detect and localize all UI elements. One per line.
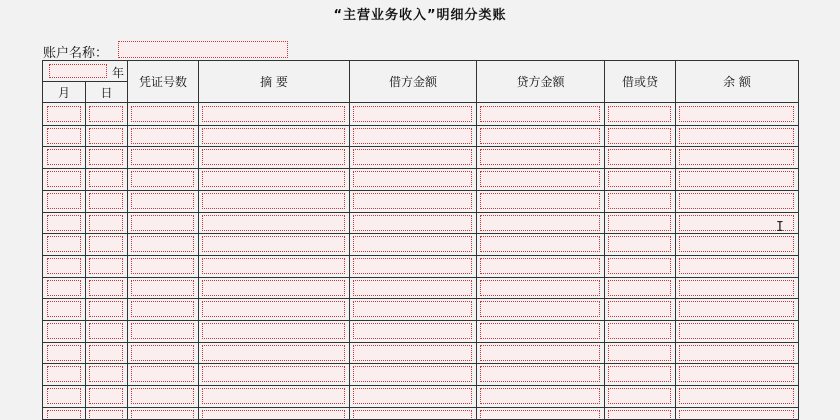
voucher-number-header: 凭证号数 <box>138 75 187 89</box>
debit-or-credit-header: 借或贷 <box>621 75 658 89</box>
ledger-cell-input[interactable] <box>608 193 671 209</box>
ledger-cell-input[interactable] <box>89 345 123 361</box>
header-bottom-border <box>43 102 798 103</box>
ledger-cell-input[interactable] <box>131 258 194 274</box>
ledger-cell-input[interactable] <box>353 410 472 420</box>
ledger-cell-input[interactable] <box>89 280 123 296</box>
ledger-cell-input[interactable] <box>353 236 472 252</box>
ledger-cell-input[interactable] <box>353 258 472 274</box>
ledger-cell-input[interactable] <box>679 410 794 420</box>
ledger-cell-input[interactable] <box>608 345 671 361</box>
column-divider <box>349 61 350 419</box>
ledger-cell-input[interactable] <box>679 366 794 382</box>
ledger-cell-input[interactable] <box>47 410 81 420</box>
ledger-cell-input[interactable] <box>202 323 345 339</box>
ledger-cell-input[interactable] <box>480 215 600 231</box>
ledger-cell-input[interactable] <box>480 323 600 339</box>
row-divider <box>43 385 798 386</box>
ledger-cell-input[interactable] <box>608 323 671 339</box>
ledger-cell-input[interactable] <box>131 128 194 144</box>
ledger-cell-input[interactable] <box>679 171 794 187</box>
column-divider <box>85 81 86 419</box>
ledger-cell-input[interactable] <box>608 106 671 122</box>
ledger-cell-input[interactable] <box>353 323 472 339</box>
column-divider <box>476 61 477 419</box>
ledger-cell-input[interactable] <box>353 149 472 165</box>
ledger-cell-input[interactable] <box>47 149 81 165</box>
ledger-cell-input[interactable] <box>89 215 123 231</box>
ledger-cell-input[interactable] <box>89 258 123 274</box>
ledger-cell-input[interactable] <box>131 345 194 361</box>
ledger-cell-input[interactable] <box>480 258 600 274</box>
ledger-cell-input[interactable] <box>679 301 794 317</box>
ledger-cell-input[interactable] <box>47 366 81 382</box>
row-divider <box>43 407 798 408</box>
ledger-cell-input[interactable] <box>353 215 472 231</box>
ledger-cell-input[interactable] <box>480 128 600 144</box>
ledger-cell-input[interactable] <box>202 236 345 252</box>
ledger-cell-input[interactable] <box>608 410 671 420</box>
ledger-cell-input[interactable] <box>679 258 794 274</box>
row-divider <box>43 363 798 364</box>
ledger-cell-input[interactable] <box>608 301 671 317</box>
ledger-cell-input[interactable] <box>131 410 194 420</box>
row-divider <box>43 146 798 147</box>
ledger-cell-input[interactable] <box>353 193 472 209</box>
ledger-cell-input[interactable] <box>47 301 81 317</box>
ledger-cell-input[interactable] <box>202 106 345 122</box>
row-divider <box>43 277 798 278</box>
ledger-cell-input[interactable] <box>202 366 345 382</box>
ledger-cell-input[interactable] <box>89 106 123 122</box>
ledger-cell-input[interactable] <box>679 149 794 165</box>
ledger-cell-input[interactable] <box>89 366 123 382</box>
ledger-cell-input[interactable] <box>47 193 81 209</box>
ledger-cell-input[interactable] <box>47 215 81 231</box>
ledger-cell-input[interactable] <box>47 106 81 122</box>
ledger-cell-input[interactable] <box>202 128 345 144</box>
ledger-cell-input[interactable] <box>202 410 345 420</box>
ledger-cell-input[interactable] <box>353 171 472 187</box>
ledger-cell-input[interactable] <box>89 388 123 404</box>
ledger-cell-input[interactable] <box>131 193 194 209</box>
ledger-cell-input[interactable] <box>353 366 472 382</box>
ledger-cell-input[interactable] <box>480 193 600 209</box>
ledger-cell-input[interactable] <box>353 301 472 317</box>
ledger-cell-input[interactable] <box>202 280 345 296</box>
ledger-cell-input[interactable] <box>47 236 81 252</box>
year-label: 年 <box>111 65 124 80</box>
ledger-cell-input[interactable] <box>353 345 472 361</box>
ledger-cell-input[interactable] <box>131 388 194 404</box>
ledger-cell-input[interactable] <box>47 128 81 144</box>
ledger-cell-input[interactable] <box>353 388 472 404</box>
ledger-cell-input[interactable] <box>202 171 345 187</box>
ledger-cell-input[interactable] <box>89 236 123 252</box>
ledger-cell-input[interactable] <box>131 106 194 122</box>
ledger-cell-input[interactable] <box>480 345 600 361</box>
ledger-cell-input[interactable] <box>131 366 194 382</box>
ledger-cell-input[interactable] <box>202 388 345 404</box>
column-divider <box>675 61 676 419</box>
ledger-cell-input[interactable] <box>89 193 123 209</box>
ledger-cell-input[interactable] <box>202 301 345 317</box>
ledger-cell-input[interactable] <box>679 280 794 296</box>
row-divider <box>43 190 798 191</box>
credit-amount-header: 贷方金额 <box>516 75 565 89</box>
day-label: 日 <box>100 85 113 100</box>
ledger-cell-input[interactable] <box>131 280 194 296</box>
row-divider <box>43 233 798 234</box>
column-divider <box>604 61 605 419</box>
ledger-cell-input[interactable] <box>47 258 81 274</box>
ledger-cell-input[interactable] <box>608 236 671 252</box>
ledger-cell-input[interactable] <box>131 301 194 317</box>
ledger-cell-input[interactable] <box>679 236 794 252</box>
ledger-cell-input[interactable] <box>353 280 472 296</box>
ledger-cell-input[interactable] <box>480 236 600 252</box>
ledger-cell-input[interactable] <box>608 366 671 382</box>
ledger-cell-input[interactable] <box>131 236 194 252</box>
ledger-cell-input[interactable] <box>480 366 600 382</box>
balance-header: 余 额 <box>723 75 751 89</box>
ledger-cell-input[interactable] <box>202 149 345 165</box>
ledger-cell-input[interactable] <box>202 345 345 361</box>
ledger-cell-input[interactable] <box>608 128 671 144</box>
form-title: “主营业务收入”明细分类账 <box>333 8 507 23</box>
row-divider <box>43 255 798 256</box>
row-divider <box>43 320 798 321</box>
account-name-input[interactable] <box>118 41 288 58</box>
ledger-cell-input[interactable] <box>608 258 671 274</box>
ledger-cell-input[interactable] <box>47 280 81 296</box>
row-divider <box>43 168 798 169</box>
ledger-cell-input[interactable] <box>47 171 81 187</box>
row-divider <box>43 125 798 126</box>
ledger-cell-input[interactable] <box>47 388 81 404</box>
ledger-cell-input[interactable] <box>89 323 123 339</box>
ledger-cell-input[interactable] <box>608 388 671 404</box>
year-input[interactable] <box>49 64 107 78</box>
ledger-cell-input[interactable] <box>47 345 81 361</box>
ledger-cell-input[interactable] <box>480 410 600 420</box>
column-divider <box>127 61 128 419</box>
ledger-cell-input[interactable] <box>353 106 472 122</box>
text-cursor-icon: I <box>776 220 784 235</box>
ledger-cell-input[interactable] <box>89 149 123 165</box>
ledger-cell-input[interactable] <box>679 128 794 144</box>
ledger-cell-input[interactable] <box>679 345 794 361</box>
ledger-cell-input[interactable] <box>47 323 81 339</box>
month-label: 月 <box>57 85 70 100</box>
ledger-cell-input[interactable] <box>608 149 671 165</box>
ledger-cell-input[interactable] <box>131 323 194 339</box>
ledger-cell-input[interactable] <box>480 149 600 165</box>
ledger-cell-input[interactable] <box>679 193 794 209</box>
ledger-cell-input[interactable] <box>480 388 600 404</box>
ledger-cell-input[interactable] <box>131 171 194 187</box>
ledger-cell-input[interactable] <box>608 280 671 296</box>
debit-amount-header: 借方金额 <box>388 75 437 89</box>
row-divider <box>43 212 798 213</box>
row-divider <box>43 298 798 299</box>
summary-header: 摘 要 <box>260 75 288 89</box>
ledger-cell-input[interactable] <box>480 280 600 296</box>
ledger-cell-input[interactable] <box>202 215 345 231</box>
ledger-cell-input[interactable] <box>679 323 794 339</box>
ledger-cell-input[interactable] <box>353 128 472 144</box>
ledger-cell-input[interactable] <box>89 301 123 317</box>
ledger-cell-input[interactable] <box>679 388 794 404</box>
ledger-cell-input[interactable] <box>480 301 600 317</box>
ledger-cell-input[interactable] <box>480 171 600 187</box>
ledger-cell-input[interactable] <box>608 215 671 231</box>
ledger-cell-input[interactable] <box>202 258 345 274</box>
ledger-cell-input[interactable] <box>679 106 794 122</box>
ledger-cell-input[interactable] <box>202 193 345 209</box>
ledger-cell-input[interactable] <box>89 128 123 144</box>
ledger-cell-input[interactable] <box>131 149 194 165</box>
ledger-cell-input[interactable] <box>480 106 600 122</box>
column-divider <box>198 61 199 419</box>
row-divider <box>43 342 798 343</box>
ledger-cell-input[interactable] <box>89 410 123 420</box>
ledger-cell-input[interactable] <box>131 215 194 231</box>
ledger-cell-input[interactable] <box>608 171 671 187</box>
ledger-cell-input[interactable] <box>89 171 123 187</box>
account-name-label: 账户名称： <box>43 46 109 61</box>
ledger-table <box>42 60 799 420</box>
